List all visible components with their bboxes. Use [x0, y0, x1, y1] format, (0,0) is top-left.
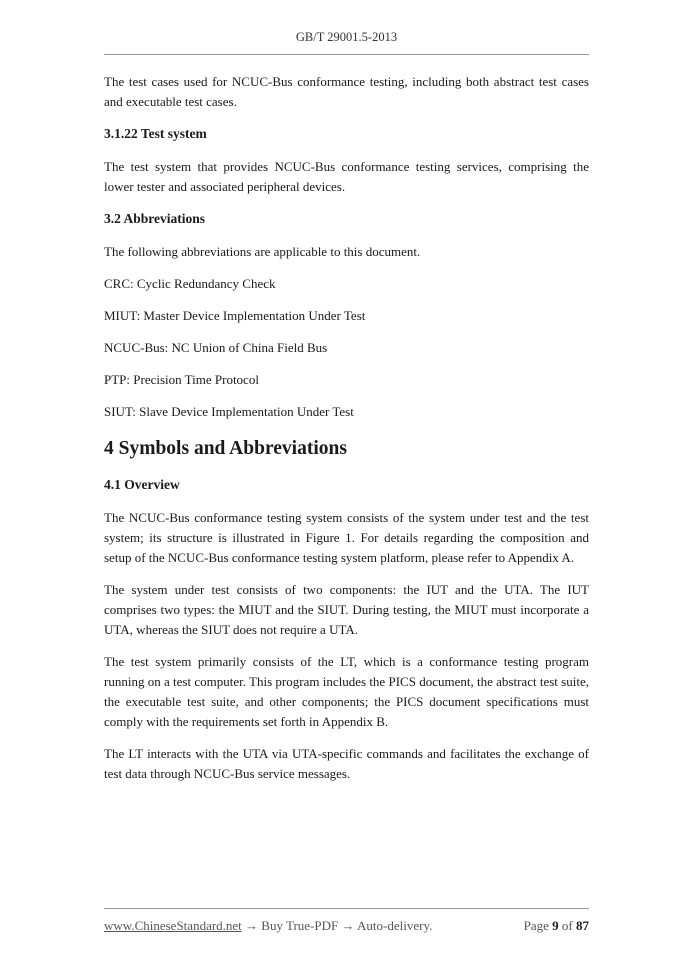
abbreviation-ptp: PTP: Precision Time Protocol	[104, 372, 259, 387]
footer-links	[104, 918, 432, 934]
page-of: of	[561, 918, 573, 933]
abbreviation-siut: SIUT: Slave Device Implementation Under Test	[104, 404, 354, 419]
page-label: Page	[523, 918, 549, 933]
heading-4: 4 Symbols and Abbreviations	[104, 438, 347, 459]
abbreviation-ncuc-bus: NCUC-Bus: NC Union of China Field Bus	[104, 340, 328, 355]
standard-id: GB/T 29001.5-2013	[295, 30, 398, 44]
page-indicator	[524, 918, 589, 934]
header-divider	[104, 54, 589, 55]
heading-3-2: 3.2 Abbreviations	[104, 211, 206, 226]
paragraph-overview-4: The LT interacts with the UTA via UTA-specific commands and facilitates the exchange of test data through NCUC-Bus service messages.	[104, 746, 589, 781]
arrow-right-icon: →	[241, 918, 262, 933]
paragraph-overview-3: The test system primarily consists of the LT, which is a conformance testing program running on a test computer. This program includes the PICS document, the abstract test suite, the executable test suite, and other components; the PICS document specifications must comply with the requirements set forth in Appendix B.	[104, 654, 589, 729]
auto-delivery-text: Auto-delivery.	[357, 918, 433, 933]
page-current: 9	[552, 918, 559, 933]
abbreviation-miut: MIUT: Master Device Implementation Under Test	[104, 308, 366, 323]
paragraph-overview-2: The system under test consists of two components: the IUT and the UTA. The IUT comprises two types: the MIUT and the SIUT. During testing, the MIUT must incorporate a UTA, whereas the SIUT does not require a UTA.	[104, 582, 589, 637]
arrow-right-icon: →	[338, 918, 358, 933]
buy-pdf-text: Buy True-PDF	[261, 918, 339, 933]
heading-3-1-22: 3.1.22 Test system	[104, 126, 207, 141]
page-content	[104, 72, 589, 796]
heading-4-1: 4.1 Overview	[104, 477, 180, 492]
paragraph-test-system: The test system that provides NCUC-Bus conformance testing services, comprising the lower tester and associated peripheral devices.	[104, 159, 589, 194]
site-link[interactable]: www.ChineseStandard.net	[104, 918, 242, 933]
footer-divider	[104, 908, 589, 909]
paragraph-abbreviations-intro: The following abbreviations are applicable to this document.	[104, 244, 421, 259]
document-header	[0, 30, 693, 45]
paragraph-overview-1: The NCUC-Bus conformance testing system consists of the system under test and the test system; its structure is illustrated in Figure 1. For details regarding the composition and setup of the NCUC-Bus conformance testing system platform, please refer to Appendix A.	[104, 510, 589, 565]
abbreviation-crc: CRC: Cyclic Redundancy Check	[104, 276, 276, 291]
paragraph-test-cases: The test cases used for NCUC-Bus conformance testing, including both abstract test cases and executable test cases.	[104, 74, 589, 109]
page-total: 87	[576, 918, 589, 933]
